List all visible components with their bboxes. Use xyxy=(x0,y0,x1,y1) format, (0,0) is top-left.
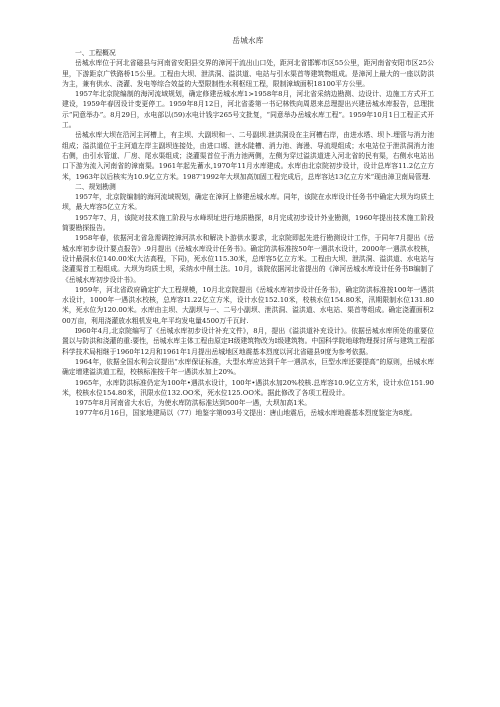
paragraph: 1958年春，依据河北省急需调控漳河洪水和解决卜游供水要求，北京院即起先进行勘测设计工作，于同年7月提出《岳城水库初步设计要点报告》.9月提出《岳城水库设计任务书》。确定防洪标准按50年一遇洪水设计，2000年一遇洪水校核，设计最洞水位140.00米(大沽高程，下同)，死水位115.30米，总库容5亿立方米。工程由大坝、泄洪洞、溢洪道、水电站与浇灌渠首工程组成。大坝为均质土坝，采纳水中削土法。10月，该院依据河北省提出的《漳河岳城水库设计任务书B编制了《岳城水库初步设计书》。 xyxy=(62,234,434,284)
paragraph: I960年4月,北京院编写了《岳城水库初步设计补充文件》，8月，提出《溢洪道补充设计》。依据岳城水库所处的重要位置以与防洪和浇灌的重:要性，岳城水库主体工程由原定H级建筑物改为I级建筑物。中国科学院地球物理探讨所与建筑工程部科学技术局相继于1960年12月和1961年1月提出岳城地区地震基本烈度以河北省磁县9度为参考依据。 xyxy=(62,327,434,356)
paragraph: 岳城水库位于河北省磁县与河南省安阳县交界的漳河干流出山口处，距河北省邯郸市区55公里，距河南省安阳市区25公里，下游距京广铁路桥15公里。工程由大坝、泄洪洞、溢洪道、电站与引水渠首等建筑物组成。是漳河上最大的一座以防洪为主，兼有供水、浇灌、发电等综合效益的大型限制性水利枢纽工程，限制漳域面积18100平方公里。 xyxy=(62,59,434,88)
paragraph: 1965年，水库防洪标准仍定为100年•遇洪水设计，100年•遇洪水加20%校核.总库容10.9亿立方米，设计水位151.90米，校核水位154.80米，汛限水位132.OO米，死水位125.OO米。据此修改了各项工程设计。 xyxy=(62,378,434,397)
paragraph: 1957年北京院编制的海河流域规划，确定修建岳城水库1>1958年8月，河北省采纳边勘测、边设计、边施工方式开工建设，1959年春因设计变更停工。1959年8月12日，河北省委第一书记林铁向周恩来总理提出兴建岳城水库报告，总理批示“同意举办”。8月29日，水电部以(59)水电计钱字265号文批复，“同意举办岳城水库工程”。1959年10月1日工程正式开工。 xyxy=(62,90,434,130)
paragraph: 1975年8月河南省大水后，为使水库防洪标准达到500年一遇，大坝加高1米。 xyxy=(75,399,312,408)
paragraph: 1964年，依据全国水利会议提出“水库保证标准，大型水库应达到千年一遇洪水，巨型水库还要提高”的原则，岳城水库确定增建溢洪道工程，校核标准按千年一遇洪水加上20%。 xyxy=(62,357,434,377)
section-heading-planning: 二、规划勘测 xyxy=(75,182,116,191)
paragraph: 1977年6月16日，国家地建局以（77）地鉴字第093号文提出：唐山地震后，岳城水库地震基本烈度鉴定为8度。 xyxy=(75,409,417,418)
document-content xyxy=(62,36,434,419)
document-title: 岳城水库 xyxy=(232,36,264,45)
paragraph: 岳城水库大坝在沿河主河槽上，有主坝、大副坝和一、二号副坝.泄洪洞设在主河槽右岸，由进水塔、坝卜.埋管与消力池组成；溢洪道位于主河道左岸主副坝连接处，由进口塬、泄水陡槽、消力池、海漫、导流堤组成；水电站位于泄洪洞消力池右侧，由引水管道、厂房、尾水渠组成；浇灌渠首位于消力池两侧，左侧为穿过溢洪道进入河北省的民有渠，右侧水电站出口下游为流入河南省的漳南渠。1961年起先蓄水,1970年11月水库建成。水库由北京院初步设计，设计总库容11.2亿立方米，1963年以后核实为10.9亿立方米。1987'1992年大坝加高加固工程完成后，总库容达13亿立方米“现由漳卫南局管理. xyxy=(62,131,434,181)
paragraph: 1959年，河北省政府确定扩大工程规模，10月北京院提出《岳城水库初步设计任务书》，确定防洪标准按100年一遇洪水设计，1000年一遇洪水校核，总库容I1.22亿立方米，设计水位152.10米，校核水位154.80米，汛期限制水位131.80米，死水位为120.00米。水库由主坝、大副坝与一、二号小副坝、泄洪洞、溢洪道、水电站、渠首等组成。确定浇灌面积200万亩，利用浇灌放水粗机发电,年平均发电量4500万千瓦时. xyxy=(62,285,434,325)
paragraph: 1957年，北京院编制的海河流域规划，确定在漳河上修建岳城水库。同年，该院在水库设计任务书中确定大坝为均质土坝，最大库容5亿立方米。 xyxy=(62,193,434,212)
paragraph: 1957年7、月，该院对技术施工阶段与水峰坝址进行地质勘探，8月完成初步设计外业勘测，1960年提出技术施工阶段简要勘探报告。 xyxy=(62,213,434,233)
section-heading-overview: 一、工程概况 xyxy=(75,49,116,57)
